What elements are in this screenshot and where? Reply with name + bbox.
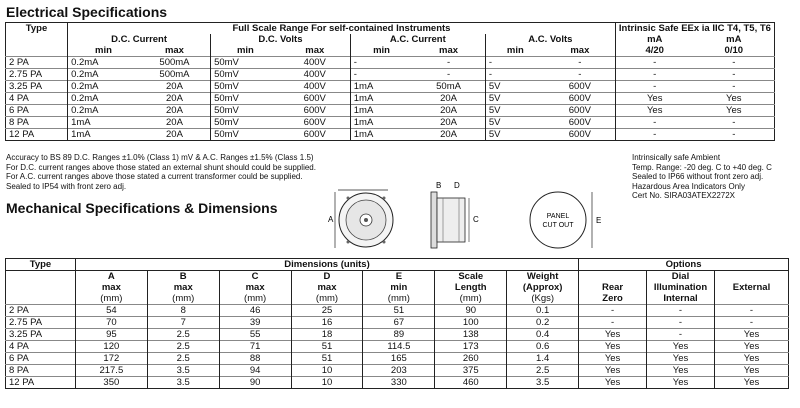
note-line: Cert No. SIRA03ATEX2272X <box>632 191 736 200</box>
electrical-cell: - <box>694 57 775 69</box>
electrical-cell: 20A <box>412 93 485 105</box>
electrical-cell: 50mV <box>211 69 280 81</box>
electrical-cell: 1mA <box>350 105 412 117</box>
electrical-cell: - <box>350 57 412 69</box>
mechanical-cell: 0.1 <box>507 305 579 317</box>
electrical-row <box>6 81 775 93</box>
mechanical-cell: 6 PA <box>6 353 76 365</box>
electrical-cell: 50mV <box>211 105 280 117</box>
mechanical-cell: 7 <box>147 317 219 329</box>
mechanical-cell: 90 <box>219 377 291 389</box>
electrical-cell: 4 PA <box>6 93 68 105</box>
mechanical-cell: 4 PA <box>6 341 76 353</box>
electrical-cell: 0.2mA <box>68 69 139 81</box>
col-header: Scale Length (mm) <box>435 271 507 305</box>
mechanical-cell: 67 <box>363 317 435 329</box>
electrical-cell: 400V <box>280 81 351 93</box>
side-view-drawing <box>431 181 479 248</box>
electrical-cell: 50mV <box>211 93 280 105</box>
electrical-cell: Yes <box>615 105 693 117</box>
front-view-drawing <box>328 190 393 248</box>
ma-header-2: mA <box>726 34 742 45</box>
intrinsic-header: Intrinsic Safe EEx ia IIC T4, T5, T6 <box>615 23 774 35</box>
electrical-cell: Yes <box>694 105 775 117</box>
electrical-cell: 6 PA <box>6 105 68 117</box>
mechanical-cell: Yes <box>579 341 647 353</box>
mechanical-cell: Yes <box>714 329 788 341</box>
electrical-cell: - <box>412 57 485 69</box>
electrical-cell: 600V <box>280 105 351 117</box>
mechanical-cell: 203 <box>363 365 435 377</box>
electrical-cell: 400V <box>280 57 351 69</box>
label-c: C <box>473 215 479 224</box>
electrical-row <box>6 57 775 69</box>
electrical-cell: 1mA <box>68 117 139 129</box>
electrical-cell: 600V <box>545 81 616 93</box>
electrical-cell: - <box>694 69 775 81</box>
note-line: Sealed to IP66 without front zero adj. <box>632 172 764 181</box>
panel-cutout-drawing <box>530 192 601 248</box>
mechanical-cell: 173 <box>435 341 507 353</box>
electrical-row <box>6 129 775 141</box>
mechanical-cell: 8 <box>147 305 219 317</box>
mechanical-cell: Yes <box>647 377 715 389</box>
electrical-cell: 1mA <box>68 129 139 141</box>
min-header: min <box>485 45 545 57</box>
max-header: max <box>164 45 184 56</box>
cutout-label: CUT OUT <box>542 222 574 229</box>
mechanical-cell: - <box>647 317 715 329</box>
mechanical-cell: 3.5 <box>507 377 579 389</box>
mechanical-row <box>6 365 789 377</box>
electrical-cell: 20A <box>139 81 211 93</box>
mechanical-cell: Yes <box>579 353 647 365</box>
mechanical-cell: Yes <box>714 377 788 389</box>
mechanical-cell: 2 PA <box>6 305 76 317</box>
mechanical-cell: Yes <box>579 377 647 389</box>
mechanical-cell: Yes <box>647 365 715 377</box>
electrical-cell: 600V <box>280 129 351 141</box>
mechanical-cell: - <box>579 305 647 317</box>
electrical-cell: 1mA <box>350 129 412 141</box>
electrical-cell: 1mA <box>350 93 412 105</box>
label-d: D <box>454 181 460 190</box>
electrical-cell: - <box>694 129 775 141</box>
mechanical-cell: 3.5 <box>147 365 219 377</box>
col-header: Weight (Approx) (Kgs) <box>507 271 579 305</box>
mechanical-cell: 2.5 <box>147 353 219 365</box>
mechanical-cell: 8 PA <box>6 365 76 377</box>
electrical-cell: 500mA <box>139 57 211 69</box>
mechanical-cell: - <box>579 317 647 329</box>
electrical-cell: - <box>615 69 693 81</box>
electrical-cell: 50mV <box>211 57 280 69</box>
mechanical-cell: 330 <box>363 377 435 389</box>
mechanical-cell: - <box>714 317 788 329</box>
label-e: E <box>596 216 602 225</box>
electrical-cell: 600V <box>545 105 616 117</box>
electrical-cell: 20A <box>139 105 211 117</box>
electrical-row <box>6 69 775 81</box>
electrical-cell: - <box>485 69 545 81</box>
electrical-cell: 1mA <box>350 117 412 129</box>
ma-sub-header-1: 4/20 <box>615 45 693 57</box>
electrical-cell: 600V <box>280 93 351 105</box>
note-line: Temp. Range: -20 deg. C to +40 deg. C <box>632 162 772 172</box>
mechanical-cell: 0.6 <box>507 341 579 353</box>
max-header: max <box>570 45 590 56</box>
electrical-cell: 2.75 PA <box>6 69 68 81</box>
ma-header-1: mA <box>615 34 693 45</box>
mechanical-cell: - <box>647 305 715 317</box>
max-header: max <box>305 45 325 56</box>
panel-label: PANEL <box>546 213 570 220</box>
mechanical-cell: 51 <box>291 353 363 365</box>
electrical-cell: 20A <box>412 129 485 141</box>
mechanical-row <box>6 353 789 365</box>
mechanical-cell: 55 <box>219 329 291 341</box>
note-line: For D.C. current ranges above those stated an external shunt should could be supplied. <box>6 162 316 172</box>
electrical-row <box>6 117 775 129</box>
electrical-cell: 3.25 PA <box>6 81 68 93</box>
col-header: D max (mm) <box>291 271 363 305</box>
mechanical-cell: 3.5 <box>147 377 219 389</box>
electrical-table <box>5 22 775 141</box>
electrical-cell: 50mV <box>211 81 280 93</box>
mechanical-cell: - <box>714 305 788 317</box>
electrical-cell: 5V <box>485 81 545 93</box>
mechanical-cell: Yes <box>714 365 788 377</box>
electrical-cell: 600V <box>545 93 616 105</box>
mechanical-cell: 350 <box>75 377 147 389</box>
mechanical-cell: 16 <box>291 317 363 329</box>
mechanical-title: Mechanical Specifications & Dimensions <box>6 200 278 216</box>
electrical-cell: 20A <box>139 129 211 141</box>
mech-type-header: Type <box>6 259 76 271</box>
mechanical-cell: 0.2 <box>507 317 579 329</box>
min-header: min <box>68 45 139 57</box>
dimension-diagram <box>318 180 608 256</box>
electrical-cell: 50mA <box>412 81 485 93</box>
mechanical-cell: 10 <box>291 377 363 389</box>
electrical-cell: 20A <box>412 105 485 117</box>
mechanical-cell: 2.5 <box>147 341 219 353</box>
col-header: Rear Zero <box>579 271 647 305</box>
electrical-cell: - <box>545 57 616 69</box>
electrical-cell: 5V <box>485 105 545 117</box>
col-header: Dial Illumination Internal <box>647 271 715 305</box>
electrical-row <box>6 93 775 105</box>
electrical-cell: 20A <box>139 93 211 105</box>
mechanical-table <box>5 258 789 389</box>
electrical-cell: 2 PA <box>6 57 68 69</box>
mechanical-cell: 25 <box>291 305 363 317</box>
mechanical-cell: 1.4 <box>507 353 579 365</box>
electrical-cell: 50mV <box>211 117 280 129</box>
dc-current-header: D.C. Current <box>68 34 211 45</box>
mechanical-cell: 375 <box>435 365 507 377</box>
ac-volts-header: A.C. Volts <box>485 34 615 45</box>
mechanical-cell: - <box>647 329 715 341</box>
electrical-cell: 600V <box>280 117 351 129</box>
electrical-cell: 400V <box>280 69 351 81</box>
mechanical-cell: 172 <box>75 353 147 365</box>
ac-current-header: A.C. Current <box>350 34 485 45</box>
options-header: Options <box>579 259 789 271</box>
mechanical-cell: 51 <box>363 305 435 317</box>
dc-volts-header: D.C. Volts <box>211 34 351 45</box>
electrical-cell: - <box>485 57 545 69</box>
mechanical-cell: 70 <box>75 317 147 329</box>
electrical-cell: 5V <box>485 117 545 129</box>
electrical-cell: - <box>615 57 693 69</box>
mechanical-row <box>6 305 789 317</box>
electrical-cell: 50mV <box>211 129 280 141</box>
mechanical-row <box>6 317 789 329</box>
max-header: max <box>439 45 459 56</box>
electrical-cell: - <box>615 117 693 129</box>
mechanical-row <box>6 341 789 353</box>
mechanical-cell: 94 <box>219 365 291 377</box>
mechanical-row <box>6 377 789 389</box>
min-header: min <box>350 45 412 57</box>
mechanical-cell: Yes <box>714 341 788 353</box>
mechanical-cell: Yes <box>647 353 715 365</box>
electrical-cell: 20A <box>139 117 211 129</box>
mechanical-cell: 46 <box>219 305 291 317</box>
mechanical-cell: 95 <box>75 329 147 341</box>
col-header: External <box>714 271 788 305</box>
intrinsic-notes <box>632 153 797 201</box>
col-header: E min (mm) <box>363 271 435 305</box>
electrical-cell: - <box>694 117 775 129</box>
electrical-cell: 20A <box>412 117 485 129</box>
electrical-cell: Yes <box>694 93 775 105</box>
mechanical-cell: 3.25 PA <box>6 329 76 341</box>
mechanical-row <box>6 329 789 341</box>
label-a: A <box>328 215 334 224</box>
note-line: Sealed to IP54 with front zero adj. <box>6 181 127 191</box>
electrical-cell: - <box>412 69 485 81</box>
electrical-cell: - <box>615 81 693 93</box>
mechanical-cell: 114.5 <box>363 341 435 353</box>
mechanical-cell: 165 <box>363 353 435 365</box>
note-line: Accuracy to BS 89 D.C. Ranges ±1.0% (Class 1) mV & A.C. Ranges ±1.5% (Class 1.5) <box>6 153 314 162</box>
mechanical-cell: 18 <box>291 329 363 341</box>
mechanical-cell: 71 <box>219 341 291 353</box>
note-line: Hazardous Area Indicators Only <box>632 181 745 191</box>
mechanical-cell: 88 <box>219 353 291 365</box>
mechanical-cell: 138 <box>435 329 507 341</box>
electrical-cell: Yes <box>615 93 693 105</box>
mechanical-cell: 100 <box>435 317 507 329</box>
electrical-row <box>6 105 775 117</box>
col-header: A max (mm) <box>75 271 147 305</box>
electrical-cell: 0.2mA <box>68 57 139 69</box>
ma-sub-header-2: 0/10 <box>724 45 744 56</box>
mechanical-cell: 2.5 <box>147 329 219 341</box>
electrical-title: Electrical Specifications <box>6 4 168 20</box>
mechanical-cell: 90 <box>435 305 507 317</box>
mechanical-cell: 10 <box>291 365 363 377</box>
electrical-cell: 600V <box>545 129 616 141</box>
electrical-cell: 0.2mA <box>68 93 139 105</box>
mechanical-cell: 260 <box>435 353 507 365</box>
electrical-cell: - <box>350 69 412 81</box>
mechanical-cell: 2.75 PA <box>6 317 76 329</box>
mechanical-cell: 54 <box>75 305 147 317</box>
col-header: B max (mm) <box>147 271 219 305</box>
mechanical-cell: 89 <box>363 329 435 341</box>
electrical-cell: - <box>545 69 616 81</box>
mechanical-cell: 0.4 <box>507 329 579 341</box>
electrical-cell: - <box>615 129 693 141</box>
electrical-cell: 12 PA <box>6 129 68 141</box>
electrical-cell: 600V <box>545 117 616 129</box>
mechanical-cell: 2.5 <box>507 365 579 377</box>
min-header: min <box>211 45 280 57</box>
type-header: Type <box>25 23 48 34</box>
electrical-cell: 500mA <box>139 69 211 81</box>
mechanical-cell: Yes <box>579 365 647 377</box>
electrical-cell: - <box>694 81 775 93</box>
mechanical-cell: 120 <box>75 341 147 353</box>
mechanical-cell: 460 <box>435 377 507 389</box>
dimensions-header: Dimensions (units) <box>75 259 578 271</box>
label-b: B <box>436 181 442 190</box>
mechanical-cell: 12 PA <box>6 377 76 389</box>
electrical-cell: 5V <box>485 93 545 105</box>
mechanical-cell: 51 <box>291 341 363 353</box>
electrical-cell: 1mA <box>350 81 412 93</box>
mechanical-cell: Yes <box>647 341 715 353</box>
electrical-cell: 0.2mA <box>68 105 139 117</box>
col-header: C max (mm) <box>219 271 291 305</box>
note-line: For A.C. current ranges above those stated a current transformer could be supplied. <box>6 172 303 181</box>
mechanical-cell: 39 <box>219 317 291 329</box>
electrical-cell: 5V <box>485 129 545 141</box>
mechanical-cell: Yes <box>579 329 647 341</box>
mechanical-cell: Yes <box>714 353 788 365</box>
electrical-cell: 0.2mA <box>68 81 139 93</box>
mechanical-cell: 217.5 <box>75 365 147 377</box>
electrical-cell: 8 PA <box>6 117 68 129</box>
full-scale-header: Full Scale Range For self-contained Instruments <box>68 23 616 35</box>
note-line: Intrinsically safe Ambient <box>632 153 721 162</box>
